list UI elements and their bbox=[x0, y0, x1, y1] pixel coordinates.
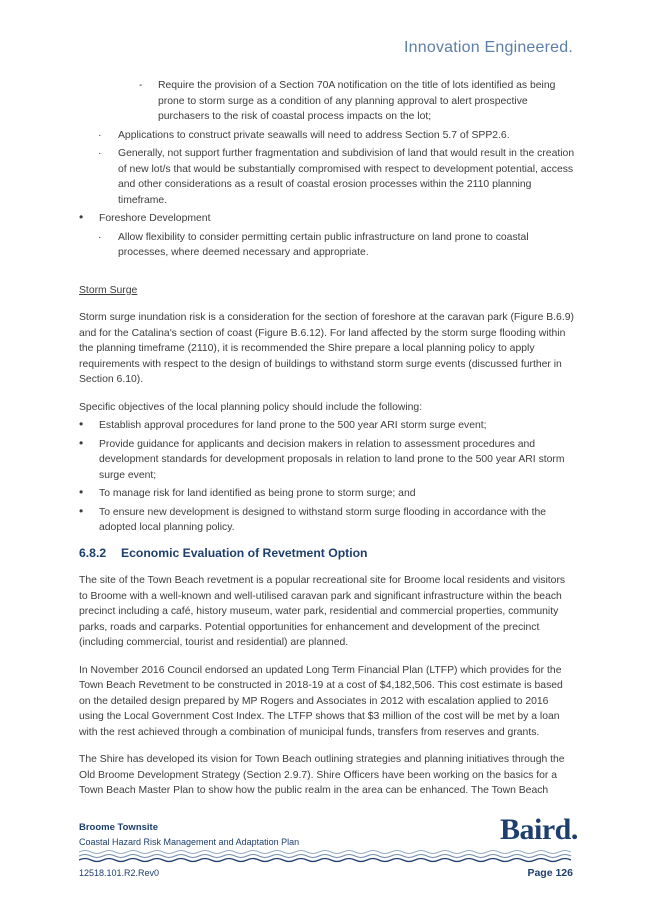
paragraph: In November 2016 Council endorsed an updated Long Term Financial Plan (LTFP) which provides for the Town Beach Revetment to be constructed in 2018-19 at a cost of $4,182,506. This cost estimate is based on the detailed design prepared by MP Rogers and Associates in 2012 with escalation applied to 2016 using the Local Government Cost Index. The LTFP shows that $3 million of the cost will be met by a loan with the rest achieved through a combination of municipal funds, transfers from reserves and grants. bbox=[79, 664, 563, 738]
footer-subtitle: Coastal Hazard Risk Management and Adaptation Plan bbox=[79, 837, 300, 847]
list-item bbox=[79, 418, 575, 434]
paragraph: The Shire has developed its vision for Town Beach outlining strategies and planning initiatives through the Old Broome Development Strategy (Section 2.9.7). Shire Officers have been working on the basics for a Town Beach Master Plan to show how the public realm in the area can be enhanced. The Town Beach bbox=[79, 754, 565, 796]
list-item bbox=[79, 230, 575, 261]
list-item bbox=[79, 437, 575, 484]
dot-marker: · bbox=[98, 231, 102, 243]
dash-marker: - bbox=[139, 80, 143, 91]
list-item bbox=[79, 486, 575, 502]
paragraph: The site of the Town Beach revetment is a popular recreational site for Broome local residents and visitors to Broome with a well-known and well-utilised caravan park and significant infrastructure within the beach precinct including a café, history museum, water park, residential and commercial properties, community parks, roads and carparks. Potential opportunities for enhancement and development of the precinct (including commercial, tourist and residential) are planned. bbox=[79, 575, 566, 648]
dot-marker: · bbox=[98, 129, 102, 141]
list-item bbox=[79, 505, 575, 536]
footer-title: Broome Townsite bbox=[79, 822, 158, 833]
header-tagline: Innovation Engineered. bbox=[404, 39, 573, 56]
bullet-marker: • bbox=[79, 417, 84, 431]
page-number: Page 126 bbox=[527, 867, 573, 879]
list-item bbox=[79, 128, 575, 144]
section-heading bbox=[79, 546, 575, 562]
baird-logo: Baird. bbox=[500, 813, 578, 846]
wave-divider-icon bbox=[79, 849, 575, 863]
list-item-text: Foreshore Development bbox=[99, 213, 211, 224]
section-number: 6.8.2 bbox=[79, 545, 107, 560]
dot-marker: · bbox=[98, 148, 102, 159]
list-item-text: To manage risk for land identified as being prone to storm surge; and bbox=[99, 488, 416, 499]
bullet-marker: • bbox=[79, 210, 84, 224]
list-item bbox=[79, 146, 575, 208]
list-item bbox=[79, 78, 575, 125]
bullet-marker: • bbox=[79, 435, 84, 450]
list-item bbox=[79, 211, 575, 227]
list-item-text: Provide guidance for applicants and decision makers in relation to assessment procedures and development standards for development proposals in relation to land prone to the 500 year ARI storm surge event; bbox=[99, 438, 565, 481]
bullet-marker: • bbox=[79, 503, 84, 518]
bullet-marker: • bbox=[79, 485, 84, 499]
list-item-text: Establish approval procedures for land prone to the 500 year ARI storm surge event; bbox=[99, 420, 487, 431]
list-item-text: To ensure new development is designed to withstand storm surge flooding in accordance with the adopted local planning policy. bbox=[99, 506, 547, 533]
list-item-text: Applications to construct private seawalls will need to address Section 5.7 of SPP2.6. bbox=[118, 129, 510, 141]
list-item-text: Allow flexibility to consider permitting certain public infrastructure on land prone to coastal processes, where deemed necessary and appropriate. bbox=[118, 231, 529, 258]
storm-surge-heading: Storm Surge bbox=[79, 284, 138, 296]
paragraph: Storm surge inundation risk is a consideration for the section of foreshore at the caravan park (Figure B.6.9) and for the Catalina's section of coast (Figure B.6.12). For land affected by the storm surge flooding within the planning timeframe (2110), it is recommended the Shire prepare a local planning policy to apply requirements with respect to the design of buildings to withstand storm surge events (discussed further in Section 6.10). bbox=[79, 312, 574, 385]
paragraph: Specific objectives of the local planning policy should include the following: bbox=[79, 401, 423, 413]
list-item-text: Require the provision of a Section 70A notification on the title of lots identified as being prone to storm surge as a condition of any planning approval to alert prospective purchasers to the risk of coastal process impacts on the lot; bbox=[158, 80, 556, 122]
list-item-text: Generally, not support further fragmentation and subdivision of land that would result in the creation of new lot/s that would be substantially compromised with respect to development potential, access and other considerations as a result of coastal erosion processes within the 2110 planning timeframe. bbox=[118, 148, 575, 206]
section-title: Economic Evaluation of Revetment Option bbox=[121, 545, 368, 560]
document-id: 12518.101.R2.Rev0 bbox=[79, 868, 160, 878]
document-body bbox=[79, 78, 575, 799]
